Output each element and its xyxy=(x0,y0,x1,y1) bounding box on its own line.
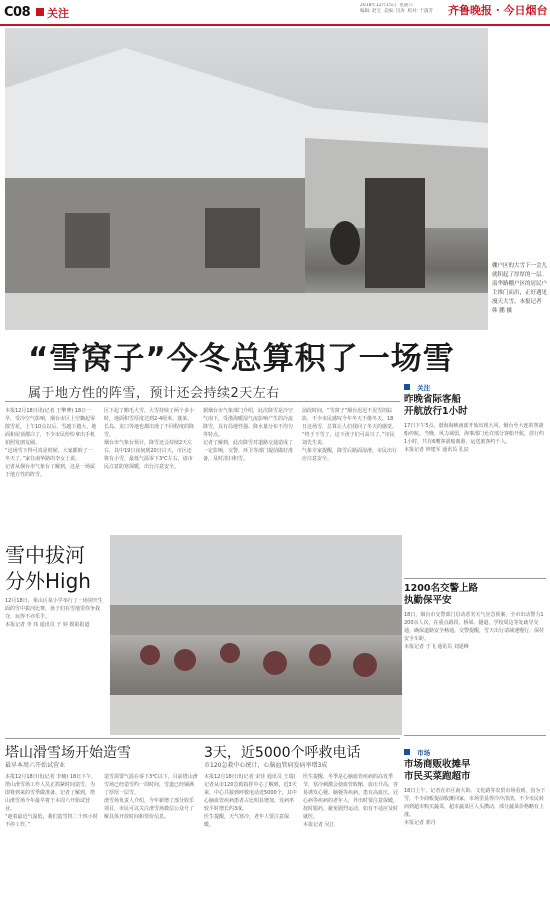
divider xyxy=(404,735,546,736)
lead-column-2: 区下起了鹅毛大雪，大雪持续了两个多小时，地面积雪厚度达到2-4厘米。蓬莱、长岛、龙口等地也都出现了不同程度的降雪。 烟台市气象台预计，降雪还会持续2天左右，其中19日夜间到20日白天，市区还将有小雪，最低气温零下3℃左右，请市民注意防寒保暖，出行注意安全。 xyxy=(104,408,195,470)
ferry-story: 17日下午5点，渤海海峡南部开始出现大风，烟台至大连的客滚船停航。当晚，风力减弱，海事部门允许部分客船开航，放行约1小时，共有6艘客滚船离港，运送旅客约千人。 本报记者 钟建军 通讯员 孔辰 xyxy=(404,423,545,453)
issue-meta: 2018年12月15日 星期六 编辑: 赵宝 美编: 闫涛 校对: 于淑芳 xyxy=(360,3,434,14)
police-story: 18日，烟台市交警部门启动恶劣天气应急预案，全市出动警力1200余人次，在重点路段、桥梁、隧道、学校周边等处疏导交通，确保道路安全畅通。交警提醒，雪天出行请减速慢行，保持安全车距。 本报记者 于飞 通讯员 刘延峰 xyxy=(404,612,545,650)
lead-subheadline: 属于地方性的阵雪，预计还会持续2天左右 xyxy=(28,386,280,401)
section-square-icon xyxy=(404,384,410,390)
snowy-ground xyxy=(5,293,488,330)
emergency-headline: 3天，近5000个呼救电话 xyxy=(204,745,361,761)
emergency-column-2: 医生提醒，冬季是心脑血管疾病的高发季节，寒冷刺激会使血管收缩、血压升高，容易诱发心梗、脑梗等疾病。患有高血压、冠心病等疾病的老年人，外出时要注意保暖，按时服药，避免剧烈运动，如有不适应及时就医。 本报记者 吴江 xyxy=(303,774,398,828)
divider xyxy=(404,578,546,579)
person-figure xyxy=(330,221,360,265)
photo-caption: 棚户区的大雪下一会儿就积起了厚厚的一层。南华路棚户区的居民户主推门而出，正好遇见漫天大雪。本报记者 韩 鹏 摄 xyxy=(492,263,548,314)
child-figure xyxy=(353,653,377,677)
right-sidebar xyxy=(404,367,546,883)
lead-headline: “雪窝子”今冬总算积了一场雪 xyxy=(28,341,455,377)
child-figure xyxy=(263,651,287,675)
section-marker-icon xyxy=(36,8,44,16)
lead-column-4: 前段时间，“雪窝子”烟台迟迟不见雪的踪影，不少市民感叹今年冬天不像冬天。18日这场雪，总算让人们找回了冬天的感觉。 “终于下雪了，这下孩子们可高兴了。”市民刘先生说。 气象专家提醒，降雪后路面湿滑，市民出行应注意安全。 xyxy=(302,408,398,462)
children-group xyxy=(140,643,377,677)
snowy-ground xyxy=(110,695,402,735)
ski-headline: 塔山滑雪场开始造雪 xyxy=(5,745,131,761)
window-right xyxy=(205,208,260,268)
feature-headline: 雪中拔河 分外High xyxy=(5,543,91,593)
section-name: 关注 xyxy=(417,384,431,392)
ski-column-1: 本报12月18日讯(记者 李楠) 18日下午，塔山滑雪场工作人员正抓紧时间造雪，为即将到来的雪季做准备。记者了解到，塔山滑雪场今年最早将于本周六开始试营业。 “趁着最近气温低，我们造雪机二十四小时不停工作。” xyxy=(5,774,98,828)
section-title: 关注 xyxy=(47,7,69,20)
snow-shanty-illustration xyxy=(5,28,488,330)
lead-column-3: 据烟台市气象部门介绍，此次降雪是冷空气南下，受渤海暖湿气流影响产生的冷流降雪，具有局地性强、降水量分布不均匀等特点。 记者了解到，此次降雪对道路交通造成了一定影响，交警、环卫等部门提前做好准备，及时清扫积雪。 xyxy=(203,408,294,462)
ski-subheadline: 最早本周六开始试营业 xyxy=(5,762,66,769)
lead-column-1: 本报12月18日讯(记者 王擎博) 18日一早，受冷空气影响，烟台市区上空飘起零散雪花，上午10点以后，雪越下越大，地面和屋顶都白了，不少市民纷纷拿出手机拍照发朋友圈。 “这场雪下得可真是时候，大家都盼了一冬天了。”家住南华路的李女士说。 记者从烟台市气象台了解到，这是一场属于地方性的阵雪。 xyxy=(5,408,97,478)
snow-shanty-photo xyxy=(5,28,488,330)
market-headline: 市场商贩收摊早 市民买菜跑超市 xyxy=(404,759,471,782)
section-square-icon xyxy=(404,749,410,755)
police-headline: 1200名交警上路 执勤保平安 xyxy=(404,583,478,606)
sidebar-section-label xyxy=(404,375,546,394)
newspaper-brand: 齐鲁晚报 · 今日烟台 xyxy=(448,4,548,17)
page-number: C08 xyxy=(4,5,31,20)
tug-of-war-illustration xyxy=(110,535,402,735)
doorway xyxy=(365,178,425,288)
feature-text: 12月18日，莱山区某小学举行了一场别开生面的雪中拔河比赛，孩子们在雪地里你争我夺，玩得不亦乐乎。 本报记者 李 玮 通讯员 于 婷 摄影报道 xyxy=(5,598,103,628)
divider xyxy=(5,738,400,739)
emergency-column-1: 本报12月18日讯(记者 宋佳 通讯员 王瑞) 记者从市120急救指挥中心了解到，近3天来，中心共接到呼救电话近5000个，其中心脑血管疾病患者占比明显增加，发病率较平时增长约3成。 医生提醒，天气寒冷，老年人要注意保暖。 xyxy=(204,774,297,828)
sidebar-section-label xyxy=(404,740,546,759)
emergency-subheadline: 市120急救中心统计，心脑血管病发病率增3成 xyxy=(204,762,328,769)
header-divider xyxy=(0,24,550,26)
section-name: 市场 xyxy=(417,749,431,757)
background-buildings xyxy=(110,605,402,635)
ski-column-2: 造雪需要气温在零下3℃以下，目前塔山滑雪场已经造雪约一周时间，雪道已经铺满了厚厚一层雪。 滑雪场负责人介绍，今年新增了部分娱乐项目，市民可以关注滑雪场微信公众号了解具体开放时间和票价信息。 xyxy=(104,774,198,820)
tug-of-war-photo xyxy=(110,535,402,735)
child-figure xyxy=(140,645,160,665)
child-figure xyxy=(220,643,240,663)
child-figure xyxy=(309,644,331,666)
window-left xyxy=(65,213,110,268)
page-header xyxy=(0,0,550,26)
ferry-headline: 昨晚省际客船 开航放行1小时 xyxy=(404,394,468,417)
market-story: 18日上午，记者在市区南大街、文化路等农贸市场看到，因为下雪，不少商贩提前收摊回家，市场里显得冷冷清清。不少市民转而到超市购买蔬菜，超市蔬菜区人头攒动，部分蔬菜价格略有上涨。 本报记者 郭丹 xyxy=(404,788,546,826)
sky xyxy=(110,535,402,605)
child-figure xyxy=(174,649,196,671)
divider xyxy=(5,401,400,402)
